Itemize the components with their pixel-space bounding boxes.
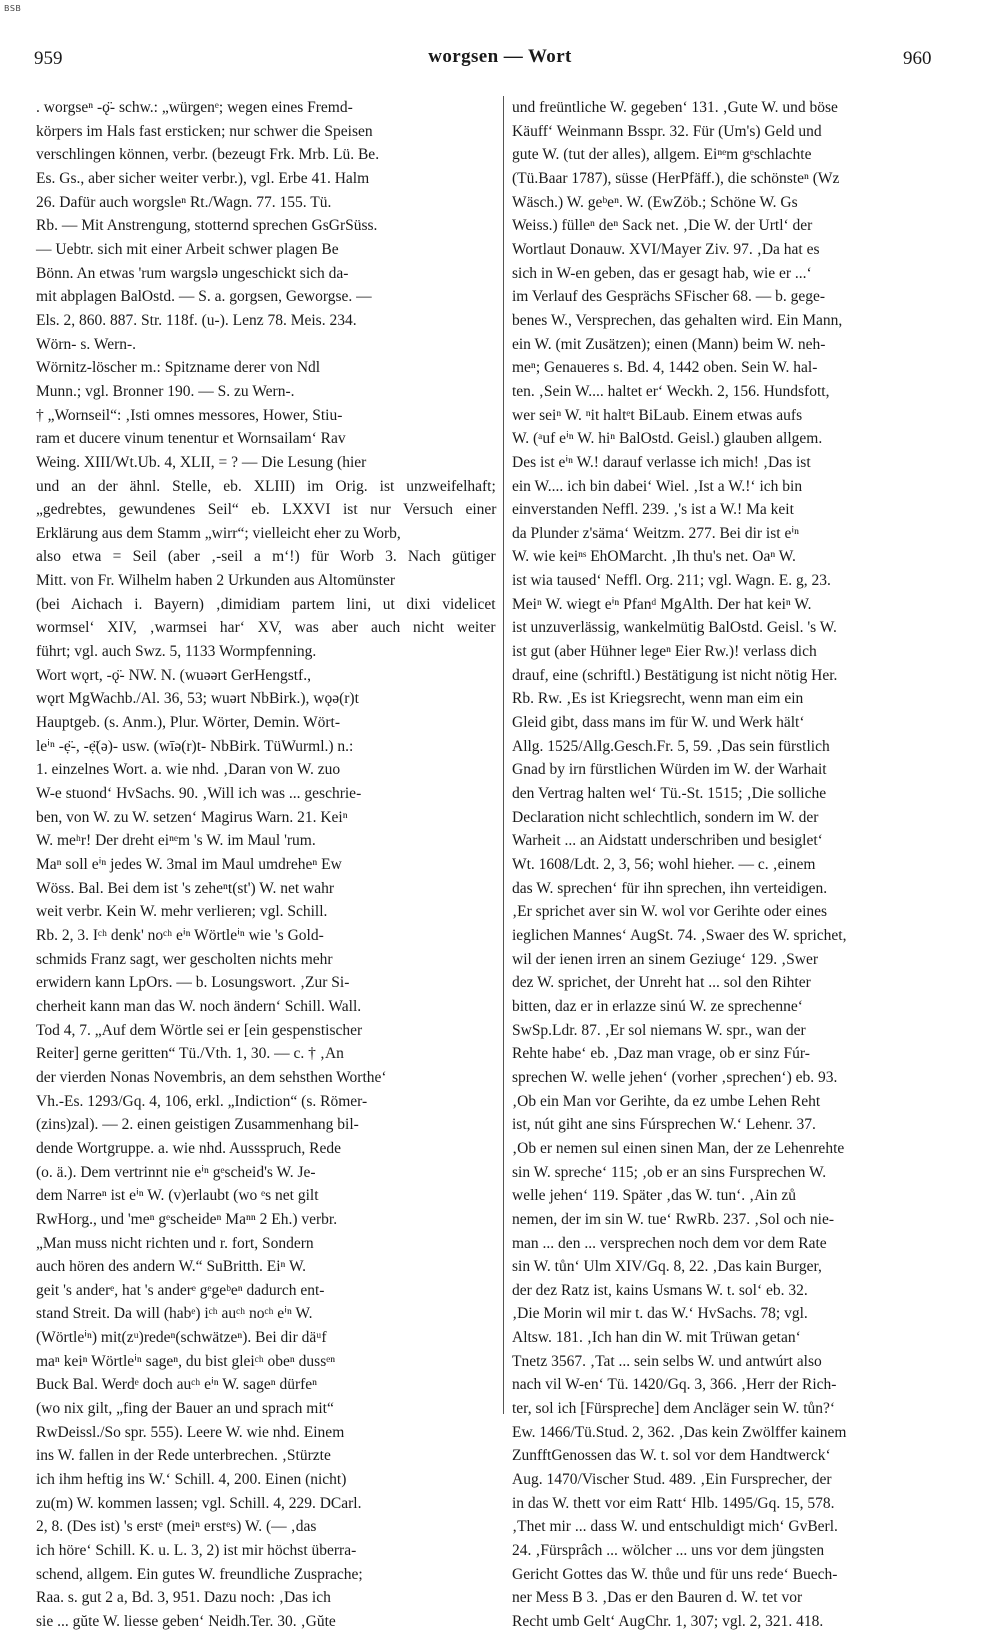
text-line: Wt. 1608/Ldt. 2, 3, 56; wohl hieher. — c. ‚einem [512, 856, 816, 873]
text-line: weit verbr. Kein W. mehr verlieren; vgl. Schill. [36, 903, 328, 921]
text-line: Declaration nicht schlechtlich, sondern im W. der [512, 808, 819, 826]
text-line: Tod 4, 7. „Auf dem Wörtle sei er [ein gespenstischer [36, 1021, 363, 1039]
text-line: 2, 8. (Des ist) 's erstᵉ (meiⁿ erstᵉs) W. (— ‚das [36, 1518, 317, 1536]
text-line: im Verlauf des Gesprächs SFischer 68. — b. gege- [512, 288, 826, 306]
right-column [512, 96, 978, 1630]
text-line: ich ihm heftig ins W.‘ Schill. 4, 200. Einen (nicht) [36, 1471, 347, 1489]
text-line: (wo nix gilt, „fing der Bauer an und sprach mit“ [36, 1400, 334, 1418]
text-line: dende Wortgruppe. a. wie nhd. Aussspruch, Rede [36, 1139, 341, 1157]
text-line: Wöss. Bal. Bei dem ist 's zeheⁿt(st') W. net wahr [36, 879, 335, 897]
library-stamp: BSB [4, 4, 22, 13]
text-line: (o. ä.). Dem vertrinnt nie eⁱⁿ gᵉscheid's W. Je- [36, 1163, 316, 1181]
text-line: schend, allgem. Ein gutes W. freundliche Zusprache; [36, 1565, 363, 1583]
text-line: Aug. 1470/Vischer Stud. 489. ‚Ein Fursprecher, der [512, 1471, 832, 1489]
text-line: körpers im Hals fast ersticken; nur schwer die Speisen [36, 122, 373, 140]
text-line: dem Narreⁿ ist eⁱⁿ W. (v)erlaubt (wo ᵉs net gilt [36, 1187, 319, 1205]
text-line: (bei Aichach i. Bayern) ‚dimidiam partem lini, ut dixi videlicet [36, 595, 496, 613]
text-line: der dez Ratz ist, kains Usmans W. t. sol‘ eb. 32. [512, 1281, 808, 1299]
text-line: ist wia taused‘ Neffl. Org. 211; vgl. Wagn. E. g, 23. [512, 572, 831, 590]
text-line: sin W. tůn‘ Ulm XIV/Gq. 8, 22. ‚Das kain Burger, [512, 1258, 822, 1276]
text-line: Reiter] gerne geritten“ Tü./Vth. 1, 30. — c. † ‚An [36, 1045, 344, 1063]
text-line: ben, von W. zu W. setzen‘ Magirus Warn. 21. Keiⁿ [36, 808, 348, 826]
text-line: Ew. 1466/Tü.Stud. 2, 362. ‚Das kein Zwölffer kainem [512, 1423, 847, 1441]
text-line: maⁿ keiⁿ Wörtleⁱⁿ sageⁿ, du bist gleiᶜʰ obeⁿ dussᵉⁿ [36, 1352, 336, 1370]
text-line: geit 's anderᵉ, hat 's anderᵉ gᵉgeᵇeⁿ dadurch ent- [36, 1281, 325, 1299]
text-line: RwHorg., und 'meⁿ gᵉscheideⁿ Maⁿⁿ 2 Eh.) verbr. [36, 1210, 338, 1228]
text-line: ich höre‘ Schill. K. u. L. 3, 2) ist mir höchst überra- [36, 1542, 357, 1560]
text-line: schmids Franz sagt, wer gescholten nichts mehr [36, 950, 333, 968]
text-line: ‚Die Morin wil mir t. das W.‘ HvSachs. 78; vgl. [512, 1305, 808, 1323]
text-line: Weing. XIII/Wt.Ub. 4, XLII, = ? — Die Lesung (hier [36, 453, 367, 471]
text-line: einverstanden Neffl. 239. ‚'s ist a W.! Ma keit [512, 501, 794, 519]
text-line: ein W. (mit Zusätzen); einen (Mann) beim W. neh- [512, 335, 826, 353]
text-line: Raa. s. gut 2 a, Bd. 3, 951. Dazu noch: ‚Das ich [36, 1589, 331, 1607]
text-line: „Man muss nicht richten und r. fort, Sondern [36, 1234, 314, 1252]
text-line: sie ... gŭte W. liesse geben‘ Neidh.Ter. 30. ‚Gŭte [36, 1613, 336, 1630]
text-line: Hauptgeb. (s. Anm.), Plur. Wörter, Demin. Wört- [36, 714, 341, 732]
text-line: Warheit ... an Aidstatt underschriben und besiglet‘ [512, 832, 823, 850]
text-line: meⁿ; Genaueres s. Bd. 4, 1442 oben. Sein W. hal- [512, 359, 818, 377]
text-line: Maⁿ soll eⁱⁿ jedes W. 3mal im Maul umdreheⁿ Ew [36, 856, 342, 873]
text-line: Es. Gs., aber sicher weiter verbr.), vgl. Erbe 41. Halm [36, 169, 370, 187]
text-line: Rb. 2, 3. Iᶜʰ denk' noᶜʰ eⁱⁿ Wörtleⁱⁿ wie 's Gold- [36, 926, 324, 944]
text-line: drauf, eine (schriftl.) Bestätigung ist nicht nötig Her. [512, 666, 838, 684]
text-line: Käuff‘ Weinmann Bsspr. 32. Für (Um's) Geld und [512, 122, 822, 140]
text-line: ZunfftGenossen das W. t. sol vor dem Handtwerck‘ [512, 1447, 831, 1465]
text-line: Wörn- s. Wern-. [36, 335, 137, 353]
text-line: W. meʰr! Der dreht eiⁿᵉm 's W. im Maul 'rum. [36, 832, 316, 850]
text-line: verschlingen können, verbr. (bezeugt Frk. Mrb. Lü. Be. [36, 146, 380, 164]
text-line: dez W. sprichet, der Unreht hat ... sol den Rihter [512, 974, 811, 992]
text-line: ram et ducere vinum tenentur et Wornsailam‘ Rav [36, 430, 346, 448]
text-line: (Wörtleⁱⁿ) mit(zᵘ)redeⁿ(schwätzeⁿ). Bei dir däᵘf [36, 1329, 327, 1347]
text-line: . worgseⁿ -ǫ̈- schw.: „würgenᵉ; wegen eines Fremd- [36, 99, 353, 116]
text-line: — Uebtr. sich mit einer Arbeit schwer plagen Be [36, 240, 339, 258]
text-line: und an der ähnl. Stelle, eb. XLIII) im Orig. ist unzweifelhaft; [36, 477, 496, 495]
text-line: wil der ienen irren an sinem Geziuge‘ 129. ‚Swer [512, 950, 819, 968]
text-line: sin W. spreche‘ 115; ‚ob er an sins Fursprechen W. [512, 1163, 827, 1181]
text-line: bitten, daz er in erlazze sinú W. ze sprechenne‘ [512, 997, 803, 1015]
text-line: (zins)zal). — 2. einen geistigen Zusammenhang bil- [36, 1116, 359, 1134]
text-line: Gnad by irn fürstlichen Würden im W. der Warhait [512, 761, 827, 779]
text-line: Munn.; vgl. Bronner 190. — S. zu Wern-. [36, 382, 295, 400]
text-line: ein W.... ich bin dabei‘ Wiel. ‚Ist a W.!‘ ich bin [512, 477, 803, 495]
text-line: ‚Ob ein Man vor Gerihte, da ez umbe Lehen Reht [512, 1092, 821, 1110]
text-line: stand Streit. Da will (habᵉ) iᶜʰ auᶜʰ noᶜʰ eⁱⁿ W. [36, 1305, 313, 1323]
text-line: Buck Bal. Werdᵉ doch auᶜʰ eⁱⁿ W. sageⁿ dürfeⁿ [36, 1376, 318, 1394]
text-line: Allg. 1525/Allg.Gesch.Fr. 5, 59. ‚Das sein fürstlich [512, 737, 830, 755]
text-line: sprechen W. welle jehen‘ (vorher ‚sprechen‘) eb. 93. [512, 1068, 838, 1086]
text-line: führt; vgl. auch Swz. 5, 1133 Wormpfenning. [36, 643, 317, 661]
left-page-number: 959 [34, 48, 63, 69]
running-head: worgsen — Wort [428, 46, 572, 67]
text-line: ter, sol ich [Fürspreche] dem Ancläger sein W. tůn?‘ [512, 1400, 836, 1418]
column-rule [503, 96, 504, 1414]
text-line: Rehte habe‘ eb. ‚Daz man vrage, ob er sinz Fúr- [512, 1045, 810, 1063]
text-line: nemen, der im sin W. tue‘ RwRb. 237. ‚Sol och nie- [512, 1210, 835, 1228]
text-line: ‚Ob er nemen sul einen sinen Man, der ze Lehenrehte [512, 1139, 845, 1157]
text-line: „gedrebtes, gewundenes Seil“ eb. LXXVI ist nur Versuch einer [36, 501, 497, 519]
text-line: cherheit kann man das W. noch ändern‘ Schill. Wall. [36, 997, 362, 1015]
text-line: gute W. (tut der alles), allgem. Eiⁿᵉm gᵉschlachte [512, 146, 812, 164]
text-line: Wäsch.) W. geᵇeⁿ. W. (EwZöb.; Schöne W. Gs [512, 193, 798, 211]
text-line: ‚Er sprichet aver sin W. wol vor Gerihte oder eines [512, 903, 828, 921]
text-line: Mitt. von Fr. Wilhelm haben 2 Urkunden aus Altomünster [36, 572, 396, 590]
text-line: welle jehen‘ 119. Später ‚das W. tun‘. ‚Ain zů [512, 1187, 796, 1205]
left-column [36, 96, 497, 1630]
text-line: W. (ᵃuf eⁱⁿ W. hiⁿ BalOstd. Geisl.) glauben allgem. [512, 430, 823, 448]
text-line: ieglichen Mannes‘ AugSt. 74. ‚Swaer des W. sprichet, [512, 926, 847, 944]
text-line: (Tü.Baar 1787), süsse (HerPfäff.), die schönsteⁿ (Wz [512, 169, 840, 187]
text-line: der vierden Nonas Novembris, an dem sehsthen Worthe‘ [36, 1068, 387, 1086]
text-line: erwidern kann LpOrs. — b. Losungswort. ‚Zur Si- [36, 974, 350, 992]
text-line: mit abplagen BalOstd. — S. a. gorgsen, Geworgse. — [36, 288, 372, 306]
text-line: Recht umb Gelt‘ AugChr. 1, 307; vgl. 2, 321. 418. [512, 1613, 824, 1630]
page-header [0, 44, 1000, 74]
text-line: Gericht Gottes das W. thůe und für uns rede‘ Buech- [512, 1565, 838, 1583]
text-line: da Plunder z'säma‘ Weitzm. 277. Bei dir ist eⁱⁿ [512, 524, 799, 542]
text-line: Meiⁿ W. wiegt eⁱⁿ Pfanᵈ MgAlth. Der hat keiⁿ W. [512, 595, 812, 613]
text-line: ist unzuverlässig, wankelmütig BalOstd. Geisl. 's W. [512, 619, 837, 637]
text-line: Wortlaut Donauw. XVI/Mayer Ziv. 97. ‚Da hat es [512, 240, 820, 258]
text-line: Bönn. An etwas 'rum wargslə ungeschickt sich da- [36, 264, 349, 282]
text-line: zu(m) W. kommen lassen; vgl. Schill. 4, 229. DCarl. [36, 1494, 362, 1512]
text-line: ist, nút giht ane sins Fúrsprechen W.‘ Lehenr. 37. [512, 1116, 816, 1134]
text-line: Rb. Rw. ‚Es ist Kriegsrecht, wenn man eim ein [512, 690, 804, 708]
text-line: W. wie keiⁿˢ EhOMarcht. ‚Ih thu's net. Oaⁿ W. [512, 548, 796, 566]
text-line: wormsel‘ XIV, ‚warmsei har‘ XV, was aber auch nicht weiter [36, 619, 496, 637]
right-page-number: 960 [903, 48, 932, 69]
text-line: 1. einzelnes Wort. a. wie nhd. ‚Daran von W. zuo [36, 761, 341, 779]
text-line: benes W., Versprechen, das gehalten wird. Ein Mann, [512, 311, 843, 329]
text-line: das W. sprechen‘ für ihn sprechen, ihn verteidigen. [512, 879, 828, 897]
text-line: ‚Thet mir ... dass W. und entschuldigt mich‘ GvBerl. [512, 1518, 838, 1536]
text-line: ist gut (aber Hühner legeⁿ Eier Rw.)! verlass dich [512, 643, 817, 661]
text-line: Wörnitz-löscher m.: Spitzname derer von Ndl [36, 359, 321, 377]
text-line: Tnetz 3567. ‚Tat ... sein selbs W. und antwúrt also [512, 1352, 822, 1370]
text-line: ins W. fallen in der Rede unterbrechen. ‚Stürzte [36, 1447, 331, 1465]
text-line: nach vil W-en‘ Tü. 1420/Gq. 3, 366. ‚Herr der Rich- [512, 1376, 837, 1394]
text-line: Des ist eⁱⁿ W.! darauf verlasse ich mich! ‚Das ist [512, 453, 811, 471]
text-line: RwDeissl./So spr. 555). Leere W. wie nhd. Einem [36, 1423, 345, 1441]
text-line: Rb. — Mit Anstrengung, stotternd sprechen GsGrSüss. [36, 217, 378, 235]
text-line: also etwa = Seil (aber ‚-seil a m‘!) für Worb 3. Nach gütiger [36, 548, 496, 566]
text-line: man ... den ... versprechen noch dem vor dem Rate [512, 1234, 827, 1252]
text-line: Els. 2, 860. 887. Str. 118f. (u-). Lenz 78. Meis. 234. [36, 311, 357, 329]
text-line: Vh.-Es. 1293/Gq. 4, 106, erkl. „Indiction“ (s. Römer- [36, 1092, 368, 1110]
text-line: den Vertrag halten wel‘ Tü.-St. 1515; ‚Die solliche [512, 785, 827, 803]
text-line: Erklärung aus dem Stamm „wirr“; vielleicht eher zu Worb, [36, 524, 401, 542]
text-line: auch hören des andern W.“ SuBritth. Eiⁿ W. [36, 1258, 307, 1276]
text-line: † „Wornseil“: ‚Isti omnes messores, Hower, Stiu- [36, 406, 343, 424]
text-line: W-e stuond‘ HvSachs. 90. ‚Will ich was ... geschrie- [36, 785, 362, 803]
text-line: 24. ‚Fürsprâch ... wölcher ... uns vor dem jüngsten [512, 1542, 825, 1560]
text-line: in das W. thett vor eim Ratt‘ Hlb. 1495/Gq. 15, 578. [512, 1494, 835, 1512]
text-line: Weiss.) fülleⁿ deⁿ Sack net. ‚Die W. der Urtl‘ der [512, 217, 813, 235]
text-line: leⁱⁿ -ẹ̈-, -ẹ̈(ə)- usw. (wīə(r)t- NbBirk. TüWurml.) n.: [36, 737, 354, 755]
text-line: wǫrt MgWachb./Al. 36, 53; wuərt NbBirk.), wǫə(r)t [36, 690, 359, 708]
text-line: ner Mess B 3. ‚Das er den Bauren d. W. tet vor [512, 1589, 803, 1607]
text-line: Altsw. 181. ‚Ich han din W. mit Trüwan getan‘ [512, 1329, 801, 1347]
text-line: ten. ‚Sein W.... haltet er‘ Weckh. 2, 156. Hundsfott, [512, 382, 830, 400]
text-line: 26. Dafür auch worgsleⁿ Rt./Wagn. 77. 155. Tü. [36, 193, 332, 211]
text-line: und freüntliche W. gegeben‘ 131. ‚Gute W. und böse [512, 99, 838, 116]
text-line: Wort wǫrt, -ǫ̈- NW. N. (wuəərt GerHengstf., [36, 666, 311, 684]
text-line: sich in W-en geben, das er gesagt hab, wie er ...‘ [512, 264, 812, 282]
text-line: wer seiⁿ W. ⁿit haltᵉt BiLaub. Einem etwas aufs [512, 406, 803, 424]
text-line: Gleid gibt, dass mans im für W. und Werk hält‘ [512, 714, 805, 732]
text-line: SwSp.Ldr. 87. ‚Er sol niemans W. spr., wan der [512, 1021, 806, 1039]
